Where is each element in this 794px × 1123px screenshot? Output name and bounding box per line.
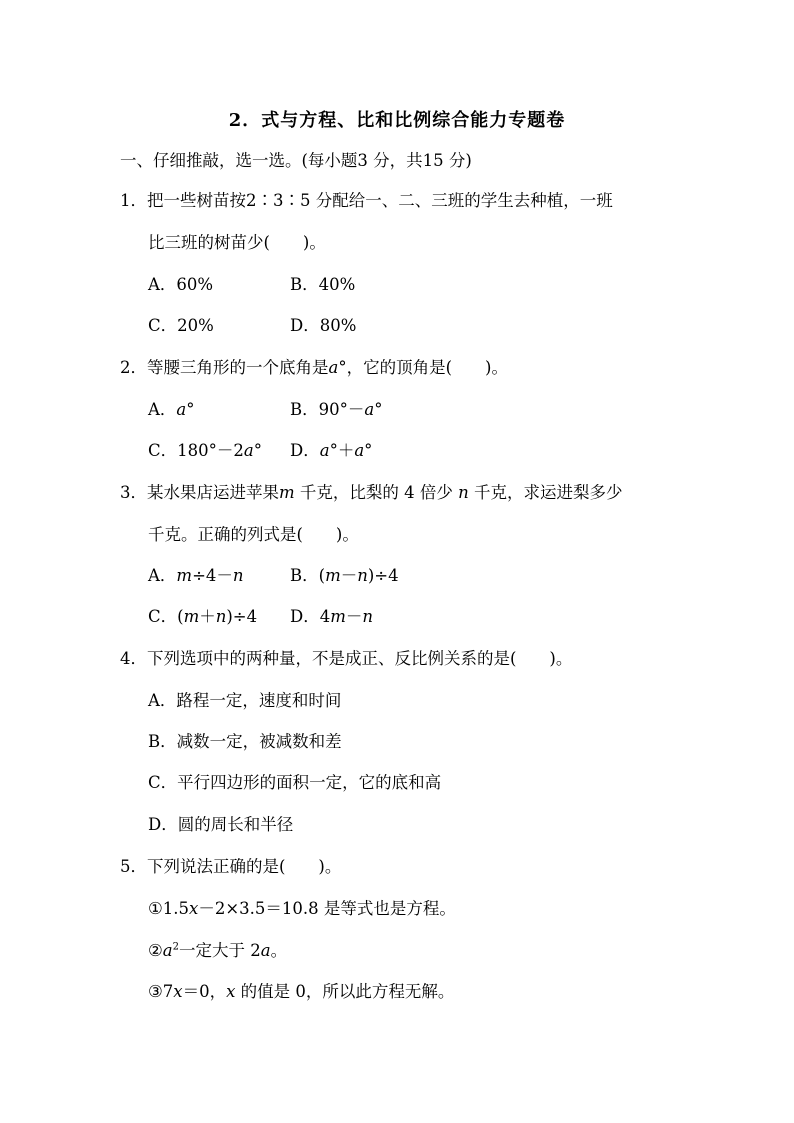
variable: a (176, 400, 187, 419)
question-text: 下列选项中的两种量，不是成正、反比例关系的是( )。 (147, 649, 573, 668)
variable: m (330, 607, 346, 626)
variable: n (232, 566, 244, 585)
section-heading: 一、仔细推敲，选一选。(每小题3 分，共15 分) (120, 151, 472, 170)
option-c (148, 606, 257, 628)
option-b (290, 399, 382, 421)
question-1 (120, 190, 613, 212)
variable: n (357, 566, 368, 585)
exponent: 2 (172, 941, 180, 953)
option-text: － (340, 566, 358, 585)
variable: a (328, 358, 339, 377)
option-label: B．90°－ (290, 400, 365, 419)
option-a: A．路程一定，速度和时间 (148, 691, 342, 710)
variable: m (183, 607, 200, 626)
statement-text: －2×3.5＝10.8 是等式也是方程。 (198, 899, 456, 918)
option-label: A． (148, 400, 177, 419)
option-d: D．80% (290, 316, 357, 335)
question-number: 5． (120, 857, 147, 876)
question-3 (120, 482, 623, 504)
variable: n (215, 607, 227, 626)
variable: a (162, 941, 173, 960)
variable: a (319, 441, 330, 460)
question-number: 3． (120, 483, 147, 502)
question-text: 下列说法正确的是( )。 (147, 857, 342, 876)
question-number: 2． (120, 358, 147, 377)
option-label: B．( (290, 566, 326, 585)
option-d (290, 440, 372, 462)
option-text: ÷4－ (192, 566, 233, 585)
option-label: C．180°－2 (148, 441, 244, 460)
variable: m (279, 483, 295, 502)
statement-text: ＝0， (182, 982, 227, 1001)
option-label: D． (290, 441, 320, 460)
option-text: °＋ (329, 441, 355, 460)
option-text: － (345, 607, 363, 626)
option-b: B．减数一定，被减数和差 (148, 732, 342, 751)
statement-text: 的值是 0，所以此方程无解。 (235, 982, 455, 1001)
option-text: ° (186, 400, 195, 419)
option-text: )÷4 (226, 607, 258, 626)
question-number: 1． (120, 191, 147, 210)
page-title: 2．式与方程、比和比例综合能力专题卷 (228, 110, 566, 131)
variable: n (362, 607, 374, 626)
option-d (290, 606, 373, 628)
statement-3 (148, 981, 454, 1003)
question-text: 千克，比梨的 4 倍少 (294, 483, 453, 502)
question-4 (120, 648, 572, 670)
variable: m (325, 566, 341, 585)
option-label: C．( (148, 607, 184, 626)
statement-text: 一定大于 2 (179, 941, 261, 960)
question-text: 某水果店运进苹果 (147, 483, 279, 502)
question-3-continued: 千克。正确的列式是( )。 (148, 525, 359, 544)
option-c: C．20% (148, 316, 214, 335)
question-2 (120, 357, 508, 379)
option-b (290, 565, 399, 587)
question-1-continued: 比三班的树苗少( )。 (148, 233, 326, 252)
variable: a (243, 441, 254, 460)
variable: n (458, 483, 469, 502)
variable: a (260, 941, 271, 960)
variable: x (189, 899, 199, 918)
question-text: 千克，求运进梨多少 (468, 483, 623, 502)
option-b: B．40% (290, 275, 356, 294)
option-c (148, 440, 262, 462)
option-a (148, 565, 244, 587)
variable: x (173, 982, 183, 1001)
option-d: D．圆的周长和半径 (148, 815, 294, 834)
statement-text: ①1.5 (148, 899, 190, 918)
option-text: ° (374, 400, 383, 419)
option-text: ° (364, 441, 373, 460)
variable: x (226, 982, 236, 1001)
option-label: D．4 (290, 607, 331, 626)
option-text: ＋ (199, 607, 216, 626)
option-text: ° (253, 441, 262, 460)
option-text: )÷4 (367, 566, 399, 585)
statement-1 (148, 898, 456, 920)
statement-2 (148, 940, 287, 962)
question-text: 等腰三角形的一个底角是 (147, 358, 329, 377)
variable: a (354, 441, 365, 460)
question-text: 把一些树苗按2∶3∶5 分配给一、二、三班的学生去种植，一班 (147, 191, 613, 210)
statement-text: 。 (270, 941, 288, 960)
option-c: C．平行四边形的面积一定，它的底和高 (148, 773, 442, 792)
question-number: 4． (120, 649, 147, 668)
option-a (148, 399, 195, 421)
statement-text: ② (148, 941, 163, 960)
option-label: A． (148, 566, 177, 585)
variable: m (176, 566, 193, 585)
option-a: A．60% (148, 275, 214, 294)
statement-text: ③7 (148, 982, 174, 1001)
question-text: °，它的顶角是( )。 (338, 358, 508, 377)
question-5 (120, 856, 341, 878)
variable: a (364, 400, 375, 419)
